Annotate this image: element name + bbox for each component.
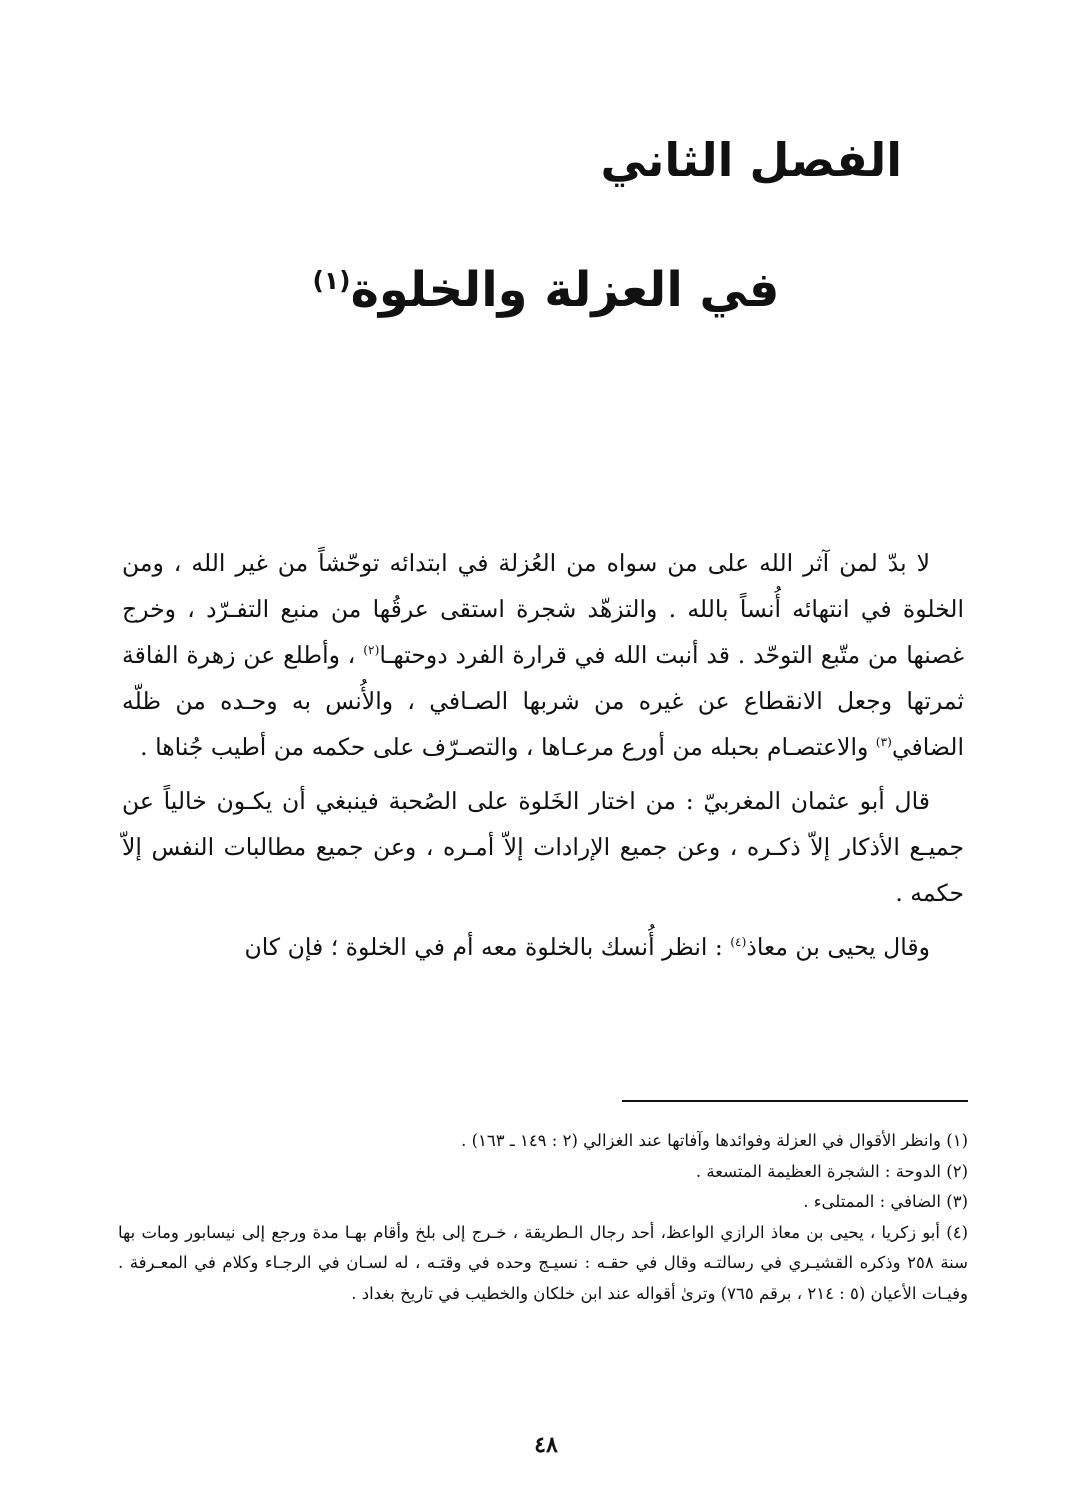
footnote-2: (٢) الدوحة : الشجرة العظيمة المتسعة . [695, 1161, 968, 1181]
paragraph-1-part-3: والاعتصـام بحبله من أورع مرعـاها ، والتصـرّف على حكمه من أطيب جُناها . [140, 733, 876, 761]
paragraph-1-part-2: ، وأطلع عن زهرة الفاقة ثمرتها وجعل الانقطاع عن غيره من شربها الصـافي ، والأُنس به وحـده من ظلّه الضافي [122, 641, 964, 761]
footnote-ref-3[interactable]: (٣) [875, 735, 892, 750]
paragraph-2: قال أبو عثمان المغربيّ : من اختار الخَلوة على الصُحبة فينبغي أن يكـون خالياً عن جميـع الأذكار إلاّ ذكـره ، وعن جميع الإرادات إلاّ أمـره ، وعن جميع مطالبات النفس إلاّ حكمه . [122, 787, 964, 907]
footnote-ref-2[interactable]: (٢) [363, 643, 380, 658]
footnote-divider [622, 1100, 968, 1102]
footnote-3: (٣) الضافي : الممتلىء . [803, 1192, 968, 1211]
footnote-ref-4[interactable]: (٤) [730, 935, 747, 950]
page-number: ٤٨ [534, 1432, 558, 1458]
paragraph-3-part-1: وقال يحيى بن معاذ [746, 933, 930, 961]
footnotes-list [118, 1126, 968, 1309]
footnote-ref-1[interactable]: (١) [312, 266, 351, 295]
paragraph-3-part-2: : انظر أُنسك بالخلوة معه أم في الخلوة ؛ فإن كان [244, 933, 731, 961]
chapter-title: الفصل الثاني [600, 133, 902, 187]
paragraph-3 [122, 924, 964, 970]
footnote-4: (٤) أبو زكريا ، يحيى بن معاذ الرازي الواعظ، أحد رجال الـطريقة ، خـرج إلى بلخ وأقام بهـا مدة ورجع إلى نيسابور ومات بها سنة ٢٥٨ وذكره القشيـري في رسالتـه وقال في حقـه : نسيـج وحده في وقتـه ، له لسـان في الرجـاء وكلام في المعـرفة . وفيـات الأعيان (٥ : ٢١٤ ، برقم ٧٦٥) وترىٰ أقواله عند ابن خلكان والخطيب في تاريخ بغداد . [118, 1222, 968, 1303]
footnote-1: (١) وانظر الأقوال في العزلة وفوائدها وآفاتها عند الغزالي (٢ : ١٤٩ ـ ١٦٣) . [461, 1131, 968, 1150]
section-title [0, 255, 1092, 325]
section-title-text: في العزلة والخلوة [350, 262, 780, 318]
paragraph-1-part-1: لا بدّ لمن آثر الله على من سواه من العُزلة في ابتدائه توحّشاً من غير الله ، ومن الخلوة في انتهائه أُنساً بالله . والتزهّد شجرة استقى عرقُها من منبع التفـرّد ، وخرج غصنها من متّبع التوحّد . قد أنبت الله في قرارة الفرد دوحتهـا [122, 549, 964, 669]
main-text [122, 540, 964, 978]
paragraph-1 [122, 540, 964, 770]
